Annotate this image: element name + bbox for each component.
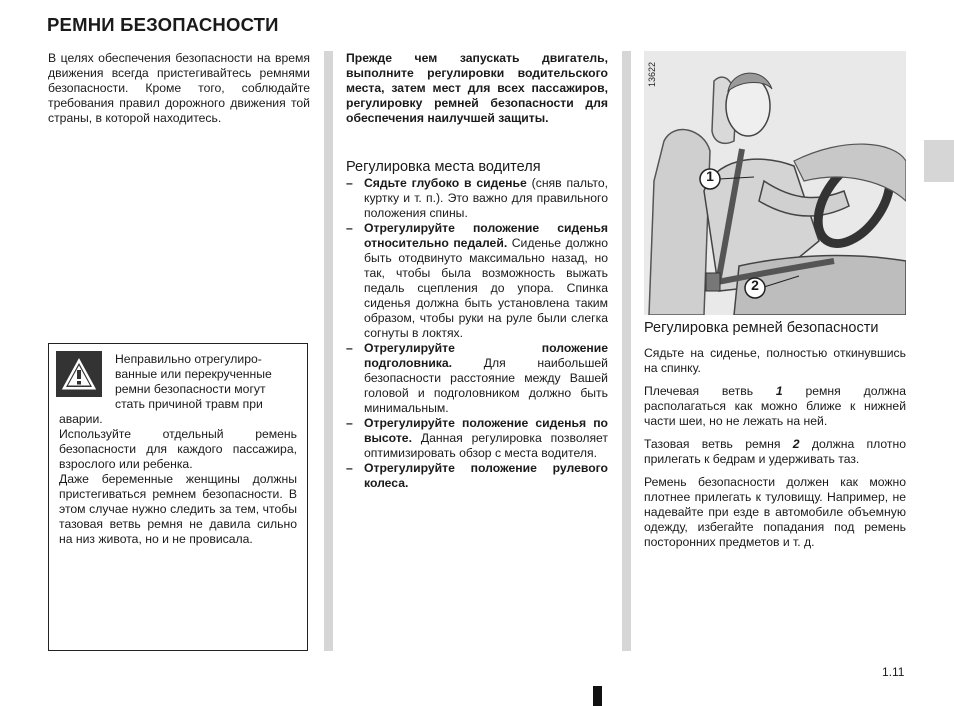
figure-number (645, 54, 659, 90)
paragraph: Сядьте на сиденье, полностью откинувшись на спинку. (644, 346, 906, 375)
page-marker (593, 686, 602, 706)
driver-seat-column (346, 51, 608, 491)
belt-adjustment-column (644, 320, 906, 558)
warning-line: ремни безопасности могут (115, 382, 266, 396)
section-tab (924, 140, 954, 182)
warning-text (59, 352, 297, 547)
svg-text:13622: 13622 (647, 61, 657, 87)
paragraph: Тазовая ветвь ремня 2 должна плотно прилегать к бедрам и удерживать таз. (644, 437, 906, 466)
warning-line: ванные или перекрученные (115, 367, 272, 381)
callout-1: 1 (706, 168, 714, 184)
list-item: – Отрегулируйте положение сиденья относительно педалей. Сиденье должно быть отодвинуто максимально назад, но так, чтобы была возможность выжать педаль сцепления до упора. Спинка сиденья должна быть установлена таким образом, чтобы руки на руле были слегка согнуты в локтях. (346, 221, 608, 340)
list-item: – Отрегулируйте положение сиденья по высоте. Данная регулировка позволяет оптимизировать обзор с места водителя. (346, 416, 608, 460)
column-separator (622, 51, 631, 651)
list-item: – Отрегулируйте положение рулевого колеса. (346, 461, 608, 490)
page-title: РЕМНИ БЕЗОПАСНОСТИ (47, 14, 279, 35)
section-heading: Регулировка места водителя (346, 159, 541, 175)
warning-box (48, 343, 308, 651)
callout-2: 2 (751, 277, 759, 293)
intro-bold-paragraph: Прежде чем запускать двигатель, выполните регулировки водительского места, затем мест для всех пассажиров, регулировку ремней безопасности для обеспечения наилучшей защиты. (346, 51, 608, 125)
warning-line: аварии. (59, 412, 103, 426)
intro-paragraph: В целях обеспечения безопасности на время движения всегда пристегивайтесь ремнями безопасности. Кроме того, соблюдайте требования правил дорожного движения той страны, в которой находитесь. (48, 51, 310, 125)
paragraph: Плечевая ветвь 1 ремня должна располагаться как можно ближе к нижней части шеи, но не лежать на ней. (644, 384, 906, 428)
seatbelt-illustration (644, 51, 906, 315)
warning-line: Даже беременные женщины должны пристегиваться ремнем безопасности. В этом случае нужно следить за тем, чтобы тазовая ветвь ремня не давила сильно на низ живота, но и не провисала. (59, 472, 297, 546)
list-item: – Сядьте глубоко в сиденье (сняв пальто, куртку и т. п.). Это важно для правильного положения спины. (346, 176, 608, 220)
paragraph: Ремень безопасности должен как можно плотнее прилегать к туловищу. Например, не надевайте при езде в автомобиле объемную одежду, избегайте попадания под ремень посторонних предметов и т. д. (644, 475, 906, 549)
page-number: 1.11 (882, 665, 905, 679)
section-heading: Регулировка ремней безопасности (644, 320, 879, 336)
warning-line: стать причиной травм при (115, 397, 263, 411)
list-item: – Отрегулируйте положение подголовника. Для наибольшей безопасности расстояние между Вашей головой и подголовником должно быть минимальным. (346, 341, 608, 415)
column-separator (324, 51, 333, 651)
warning-line: Используйте отдельный ремень безопасности для каждого пассажира, взрослого или ребенка. (59, 427, 297, 471)
warning-line: Неправильно отрегулиро- (115, 352, 262, 366)
